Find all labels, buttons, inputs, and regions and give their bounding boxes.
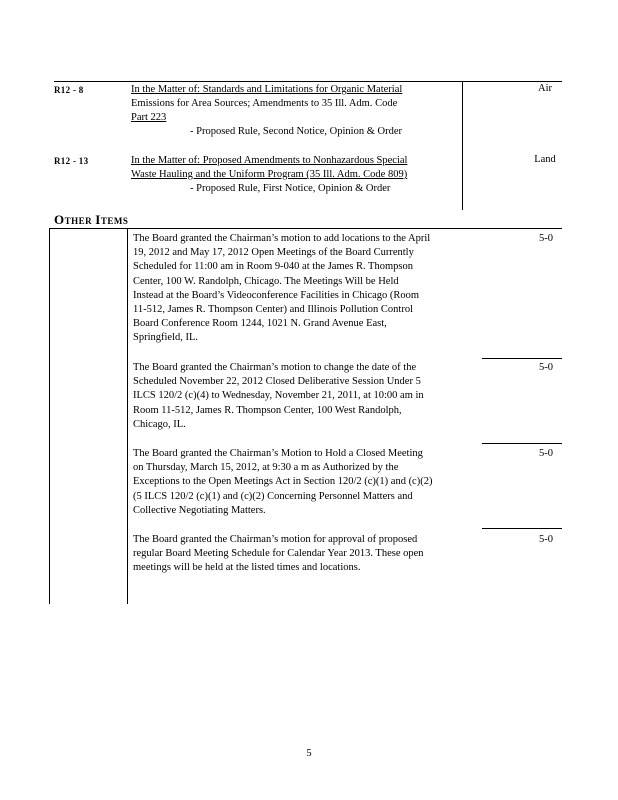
rulemaking-title-line: Emissions for Area Sources; Amendments to 35 Ill. Adm. Code bbox=[131, 98, 398, 109]
other-item-vote: 5-0 bbox=[539, 233, 553, 244]
rulemaking-media: Land bbox=[534, 154, 556, 165]
rulemaking-title-line: Waste Hauling and the Uniform Program (35 Ill. Adm. Code 809) bbox=[131, 169, 408, 180]
other-item-vote: 5-0 bbox=[539, 448, 553, 459]
rulemaking-media: Air bbox=[538, 83, 552, 94]
item-divider-1 bbox=[482, 358, 562, 359]
inner-left-border bbox=[127, 228, 128, 604]
item-divider-3 bbox=[482, 528, 562, 529]
rulemaking-action: - Proposed Rule, Second Notice, Opinion & Order bbox=[190, 126, 403, 137]
rulemaking-number: R12 - 13 bbox=[54, 156, 89, 166]
top-rule bbox=[54, 81, 562, 82]
other-item-text: The Board granted the Chairman’s motion for approval of proposed regular Board Meeting Schedule for Calendar Year 2013. These open meetings will be held at the listed times and locations. bbox=[133, 534, 424, 574]
left-border bbox=[49, 228, 50, 604]
upper-column-divider bbox=[462, 81, 463, 210]
section-rule bbox=[49, 228, 562, 229]
item-divider-2 bbox=[482, 443, 562, 444]
rulemaking-title-line: In the Matter of: Proposed Amendments to Nonhazardous Special bbox=[131, 155, 408, 166]
other-item-vote: 5-0 bbox=[539, 362, 553, 373]
other-item-text: The Board granted the Chairman’s motion to change the date of the Scheduled November 22, 2012 Closed Deliberative Session Under 5 ILCS 120/2 (c)(4) to Wednesday, November 21, 2011, at 10:00 am in Room 11-512, James R. Thompson Center, 100 West Randolph, Chicago, IL. bbox=[133, 362, 424, 430]
page-number: 5 bbox=[306, 748, 312, 759]
other-item-text: The Board granted the Chairman’s Motion to Hold a Closed Meeting on Thursday, March 15, 2012, at 9:30 a m as Authorized by the Exceptions to the Open Meetings Act in Section 120/2 (c)(1) and (c)(2) (5 ILCS 120/2 (c)(1) and (c)(2) Concerning Personnel Matters and Collective Negotiating Matters. bbox=[133, 448, 433, 516]
other-item-text: The Board granted the Chairman’s motion to add locations to the April 19, 2012 and May 17, 2012 Open Meetings of the Board Currently Scheduled for 11:00 am in Room 9-040 at the James R. Thompson Center, 100 W. Randolph, Chicago. The Meetings Will be Held Instead at the Board’s Videoconference Facilities in Chicago (Room 11-512, James R. Thompson Center) and Illinois Pollution Control Board Conference Room 1244, 1021 N. Grand Avenue East, Springfield, IL. bbox=[133, 233, 431, 344]
rulemaking-title-line: In the Matter of: Standards and Limitations for Organic Material bbox=[131, 84, 403, 95]
rulemaking-title-line: Part 223 bbox=[131, 112, 167, 123]
other-item-vote: 5-0 bbox=[539, 534, 553, 545]
other-items-heading: OTHER ITEMS bbox=[54, 212, 129, 227]
rulemaking-action: - Proposed Rule, First Notice, Opinion & Order bbox=[190, 183, 391, 194]
rulemaking-number: R12 - 8 bbox=[54, 85, 84, 95]
